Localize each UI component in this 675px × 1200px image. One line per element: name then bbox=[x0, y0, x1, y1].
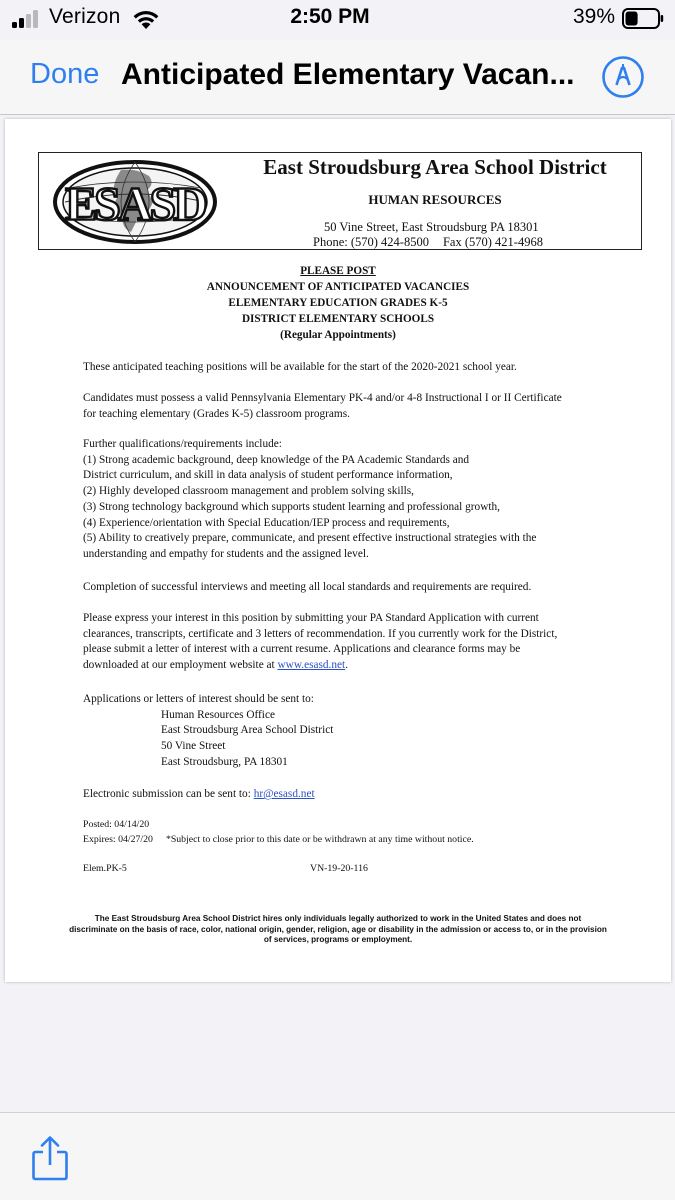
address-line: 50 Vine Street bbox=[161, 740, 226, 753]
expires-row bbox=[83, 834, 474, 845]
express-interest-paragraph bbox=[83, 611, 613, 674]
express-line: Please express your interest in this position by submitting your PA Standard Application with current bbox=[83, 612, 539, 624]
schools-heading: DISTRICT ELEMENTARY SCHOOLS bbox=[241, 313, 435, 325]
carrier-name: Verizon bbox=[49, 5, 121, 28]
disclaimer-line: discriminate on the basis of race, color, national origin, gender, religion, age or disability in the admission or access to, or in the provision bbox=[69, 924, 607, 934]
address-line: East Stroudsburg Area School District bbox=[161, 724, 334, 737]
posted-date: Posted: 04/14/20 bbox=[83, 819, 150, 830]
logo-text: ESASD bbox=[65, 178, 205, 231]
phone-number: Phone: (570) 424-8500 bbox=[313, 235, 429, 249]
appointments-heading: (Regular Appointments) bbox=[280, 329, 396, 341]
qualification-line: (2) Highly developed classroom management and problem solving skills, bbox=[83, 485, 414, 498]
express-line-suffix: . bbox=[345, 659, 349, 672]
qualifications-intro: Further qualifications/requirements include: bbox=[83, 438, 282, 450]
qualifications-paragraph bbox=[83, 437, 613, 563]
address-line: East Stroudsburg, PA 18301 bbox=[161, 755, 288, 768]
share-icon[interactable] bbox=[30, 1135, 70, 1181]
position-code: Elem.PK-5 bbox=[83, 863, 127, 874]
bottom-toolbar bbox=[0, 1112, 675, 1200]
markup-pen-icon[interactable] bbox=[601, 55, 645, 99]
clock-time: 2:50 PM bbox=[290, 5, 370, 28]
address-line: Human Resources Office bbox=[161, 708, 275, 721]
battery-icon bbox=[622, 8, 664, 29]
express-line bbox=[83, 658, 613, 674]
equal-opportunity-disclaimer bbox=[41, 914, 635, 946]
completion-paragraph: Completion of successful interviews and meeting all local standards and requirements are required. bbox=[83, 581, 532, 593]
certificate-line: Candidates must possess a valid Pennsylvania Elementary PK-4 and/or 4-8 Instructional I or II Certificate bbox=[83, 392, 562, 404]
battery-percentage: 39% bbox=[573, 5, 616, 28]
document-page[interactable] bbox=[5, 119, 671, 982]
intro-paragraph: These anticipated teaching positions will be available for the start of the 2020-2021 school year. bbox=[83, 361, 517, 373]
status-bar bbox=[0, 0, 675, 40]
esasd-logo bbox=[51, 158, 219, 246]
qualification-line: (5) Ability to creatively prepare, communicate, and present effective instructional strategies with the bbox=[83, 532, 537, 545]
qualification-line: (4) Experience/orientation with Special Education/IEP process and requirements, bbox=[83, 516, 450, 529]
electronic-submission-line bbox=[83, 787, 613, 803]
expires-note: *Subject to close prior to this date or be withdrawn at any time without notice. bbox=[165, 834, 474, 845]
done-button[interactable]: Done bbox=[30, 58, 100, 90]
certificate-paragraph bbox=[83, 391, 613, 422]
document-title: Anticipated Elementary Vacan... bbox=[121, 58, 575, 91]
disclaimer-line: of services, programs or employment. bbox=[263, 935, 413, 945]
expires-date: Expires: 04/27/20 bbox=[83, 834, 153, 845]
fax-number: Fax (570) 421-4968 bbox=[442, 235, 543, 249]
please-post-heading: PLEASE POST bbox=[300, 265, 376, 277]
grades-heading: ELEMENTARY EDUCATION GRADES K-5 bbox=[228, 297, 448, 309]
email-link[interactable]: hr@esasd.net bbox=[253, 788, 315, 800]
contact-numbers bbox=[313, 235, 543, 250]
express-line-prefix: downloaded at our employment website at bbox=[83, 659, 278, 672]
express-line: clearances, transcripts, certificate and 3 letters of recommendation. If you currently work for the District, bbox=[83, 627, 558, 640]
website-link[interactable]: www.esasd.net bbox=[277, 659, 346, 672]
announcement-heading: ANNOUNCEMENT OF ANTICIPATED VACANCIES bbox=[206, 281, 470, 293]
qualification-line: District curriculum, and skill in data analysis of student performance information, bbox=[83, 469, 453, 482]
globe-logo-icon bbox=[51, 158, 219, 246]
certificate-line: for teaching elementary (Grades K-5) classroom programs. bbox=[83, 407, 350, 420]
battery-fill bbox=[626, 12, 638, 26]
navigation-bar bbox=[0, 40, 675, 115]
district-address: 50 Vine Street, East Stroudsburg PA 18301 bbox=[324, 220, 539, 234]
vacancy-number: VN-19-20-116 bbox=[310, 863, 368, 874]
qualification-line: (3) Strong technology background which supports student learning and professional growth, bbox=[83, 500, 500, 513]
department-name: HUMAN RESOURCES bbox=[368, 192, 502, 207]
send-to-block bbox=[83, 692, 613, 771]
disclaimer-line: The East Stroudsburg Area School District hires only individuals legally authorized to work in the United States and does not bbox=[94, 914, 582, 923]
district-name: East Stroudsburg Area School District bbox=[263, 155, 607, 179]
express-line: please submit a letter of interest with a current resume. Applications and clearance forms may be bbox=[83, 643, 521, 656]
qualification-line: understanding and empathy for students and the assigned level. bbox=[83, 547, 369, 560]
qualification-line: (1) Strong academic background, deep knowledge of the PA Academic Standards and bbox=[83, 453, 470, 466]
send-to-intro: Applications or letters of interest should be sent to: bbox=[83, 693, 314, 705]
electronic-prefix: Electronic submission can be sent to: bbox=[83, 788, 254, 800]
letterhead bbox=[38, 152, 642, 250]
